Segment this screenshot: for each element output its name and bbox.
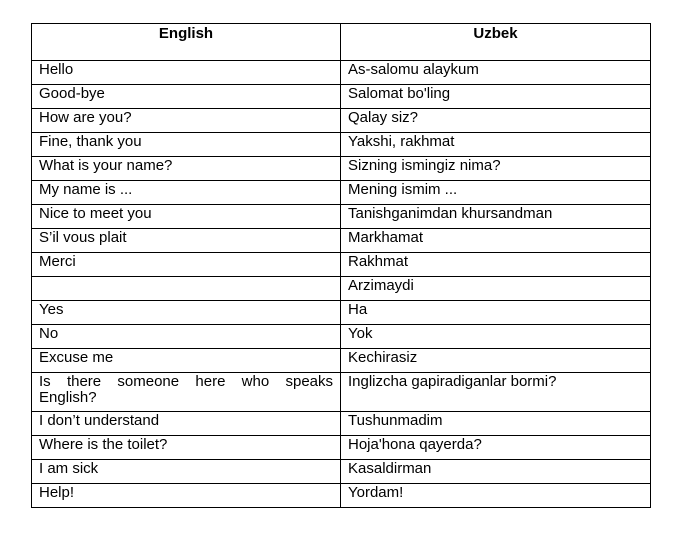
table-row <box>32 85 651 109</box>
english-cell: Good-bye <box>32 85 341 109</box>
uzbek-cell: Tanishganimdan khursandman <box>341 205 651 229</box>
uzbek-cell: Markhamat <box>341 229 651 253</box>
table-row <box>32 484 651 508</box>
uzbek-cell: Inglizcha gapiradiganlar bormi? <box>341 373 651 412</box>
english-cell: Merci <box>32 253 341 277</box>
english-cell: My name is ... <box>32 181 341 205</box>
table-row <box>32 229 651 253</box>
english-cell: Hello <box>32 61 341 85</box>
uzbek-cell: Kasaldirman <box>341 460 651 484</box>
table-row <box>32 373 651 412</box>
table-row <box>32 61 651 85</box>
uzbek-cell: Arzimaydi <box>341 277 651 301</box>
uzbek-cell: Yordam! <box>341 484 651 508</box>
table-row <box>32 460 651 484</box>
uzbek-cell: Mening ismim ... <box>341 181 651 205</box>
english-cell: Is there someone here who speaks English? <box>32 373 341 412</box>
table-row <box>32 205 651 229</box>
english-cell <box>32 277 341 301</box>
uzbek-cell: As-salomu alaykum <box>341 61 651 85</box>
table-row <box>32 277 651 301</box>
english-cell: I am sick <box>32 460 341 484</box>
table-row <box>32 325 651 349</box>
table-row <box>32 349 651 373</box>
phrase-table <box>31 23 651 508</box>
uzbek-cell: Tushunmadim <box>341 412 651 436</box>
column-header-english: English <box>32 24 341 61</box>
english-cell: No <box>32 325 341 349</box>
uzbek-cell: Hoja'hona qayerda? <box>341 436 651 460</box>
header-row <box>32 24 651 61</box>
table-row <box>32 181 651 205</box>
table-row <box>32 412 651 436</box>
uzbek-cell: Yok <box>341 325 651 349</box>
table-row <box>32 109 651 133</box>
uzbek-cell: Sizning ismingiz nima? <box>341 157 651 181</box>
english-cell: Help! <box>32 484 341 508</box>
table-row <box>32 253 651 277</box>
uzbek-cell: Qalay siz? <box>341 109 651 133</box>
uzbek-cell: Ha <box>341 301 651 325</box>
english-cell: S’il vous plait <box>32 229 341 253</box>
uzbek-cell: Rakhmat <box>341 253 651 277</box>
english-cell: How are you? <box>32 109 341 133</box>
table-row <box>32 157 651 181</box>
english-cell: Yes <box>32 301 341 325</box>
uzbek-cell: Yakshi, rakhmat <box>341 133 651 157</box>
english-cell: Fine, thank you <box>32 133 341 157</box>
uzbek-cell: Salomat bo'ling <box>341 85 651 109</box>
table-row <box>32 436 651 460</box>
english-cell: I don’t understand <box>32 412 341 436</box>
english-cell: Nice to meet you <box>32 205 341 229</box>
table-row <box>32 133 651 157</box>
english-cell: What is your name? <box>32 157 341 181</box>
table-row <box>32 301 651 325</box>
english-cell: Where is the toilet? <box>32 436 341 460</box>
column-header-uzbek: Uzbek <box>341 24 651 61</box>
english-cell: Excuse me <box>32 349 341 373</box>
uzbek-cell: Kechirasiz <box>341 349 651 373</box>
